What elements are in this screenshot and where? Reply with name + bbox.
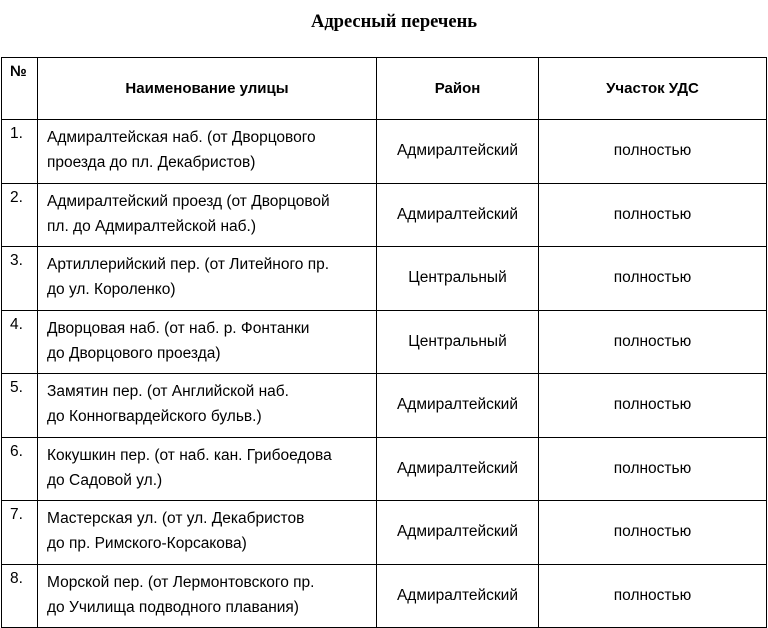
table-row <box>2 564 767 628</box>
table-row <box>2 183 767 247</box>
street-name: Кокушкин пер. (от наб. кан. Грибоедова до Садовой ул.) <box>38 437 377 501</box>
header-road-section: Участок УДС <box>539 58 767 120</box>
table-row <box>2 120 767 184</box>
street-name: Адмиралтейский проезд (от Дворцовой пл. до Адмиралтейской наб.) <box>38 183 377 247</box>
table-header-row <box>2 58 767 120</box>
street-name: Дворцовая наб. (от наб. р. Фонтанки до Дворцового проезда) <box>38 310 377 374</box>
header-street-name: Наименование улицы <box>38 58 377 120</box>
street-name: Морской пер. (от Лермонтовского пр. до Училища подводного плавания) <box>38 564 377 628</box>
district: Адмиралтейский <box>377 120 539 184</box>
district: Адмиралтейский <box>377 374 539 438</box>
table-row <box>2 310 767 374</box>
road-section: полностью <box>539 120 767 184</box>
road-section: полностью <box>539 437 767 501</box>
district: Адмиралтейский <box>377 437 539 501</box>
table-row <box>2 501 767 565</box>
row-number: 5. <box>2 374 38 438</box>
road-section: полностью <box>539 564 767 628</box>
header-district: Район <box>377 58 539 120</box>
row-number: 1. <box>2 120 38 184</box>
street-name: Замятин пер. (от Английской наб. до Конногвардейского бульв.) <box>38 374 377 438</box>
row-number: 4. <box>2 310 38 374</box>
address-table <box>1 57 767 628</box>
road-section: полностью <box>539 183 767 247</box>
road-section: полностью <box>539 501 767 565</box>
district: Адмиралтейский <box>377 501 539 565</box>
row-number: 6. <box>2 437 38 501</box>
row-number: 7. <box>2 501 38 565</box>
district: Центральный <box>377 310 539 374</box>
header-number: № <box>2 58 38 120</box>
street-name: Артиллерийский пер. (от Литейного пр. до ул. Короленко) <box>38 247 377 311</box>
road-section: полностью <box>539 374 767 438</box>
table-row <box>2 247 767 311</box>
district: Адмиралтейский <box>377 183 539 247</box>
street-name: Мастерская ул. (от ул. Декабристов до пр. Римского-Корсакова) <box>38 501 377 565</box>
row-number: 2. <box>2 183 38 247</box>
street-name: Адмиралтейская наб. (от Дворцового проезда до пл. Декабристов) <box>38 120 377 184</box>
table-row <box>2 374 767 438</box>
district: Центральный <box>377 247 539 311</box>
row-number: 3. <box>2 247 38 311</box>
row-number: 8. <box>2 564 38 628</box>
document-title: Адресный перечень <box>310 12 478 32</box>
table-row <box>2 437 767 501</box>
road-section: полностью <box>539 310 767 374</box>
road-section: полностью <box>539 247 767 311</box>
district: Адмиралтейский <box>377 564 539 628</box>
